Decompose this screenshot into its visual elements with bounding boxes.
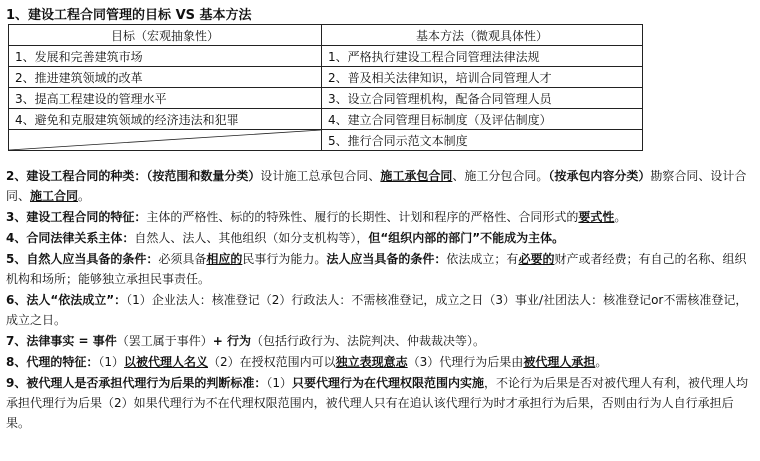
note-item — [6, 166, 750, 206]
note-text: 以被代理人名义 — [124, 355, 209, 369]
note-text: 。 — [614, 210, 627, 224]
table-row — [9, 109, 643, 130]
goal-cell: 4、避免和克服建筑领域的经济违法和犯罪 — [9, 109, 322, 130]
note-text: （包括行政行为、法院判决、仲裁裁决等）。 — [251, 334, 486, 348]
table-row — [9, 46, 643, 67]
goal-cell: 2、推进建筑领域的改革 — [9, 67, 322, 88]
section-heading: 1、建设工程合同管理的目标 VS 基本方法 — [6, 8, 252, 23]
note-text: 民事行为能力。 — [242, 252, 327, 266]
note-text: 。 — [78, 189, 91, 203]
method-cell: 5、推行合同示范文本制度 — [322, 130, 643, 151]
note-text: 、施工分包合同。 — [452, 169, 549, 183]
table-header-goals: 目标（宏观抽象性） — [9, 25, 322, 46]
note-text: 要式性 — [578, 210, 615, 224]
note-item — [6, 373, 750, 433]
table-row — [9, 67, 643, 88]
note-text: 自然人、法人、其他组织（如分支机构等）， — [134, 231, 369, 245]
note-item — [6, 228, 750, 248]
note-text: 5、自然人应当具备的条件： — [6, 252, 159, 266]
note-text: （2）在授权范围内可以 — [208, 355, 336, 369]
diagonal-line — [9, 130, 321, 150]
method-cell: 1、严格执行建设工程合同管理法律法规 — [322, 46, 643, 67]
note-text: 施工合同 — [30, 189, 79, 203]
note-text: 必要的 — [518, 252, 555, 266]
note-text: ，不论行为后果是否对被代理人有利，被代理人均承担代理行为后果（2）如果代理行为不在代理权限范围内，被代理人只有在追认该代理行为时才承担行为后果，否则由行为人自行承担后果。 — [6, 376, 749, 430]
note-text: 2、建设工程合同的种类：（按范围和数量分类） — [6, 169, 261, 183]
note-text: 被代理人承担 — [523, 355, 596, 369]
note-item — [6, 331, 750, 351]
note-text: 依法成立；有 — [446, 252, 519, 266]
goal-cell: 1、发展和完善建筑市场 — [9, 46, 322, 67]
table-header-methods: 基本方法（微观具体性） — [322, 25, 643, 46]
note-text: 设计施工总承包合同、 — [260, 169, 381, 183]
note-text: 法人应当具备的条件： — [326, 252, 447, 266]
goal-cell: 3、提高工程建设的管理水平 — [9, 88, 322, 109]
note-item — [6, 352, 750, 372]
method-cell: 3、设立合同管理机构，配备合同管理人员 — [322, 88, 643, 109]
note-text: 8、代理的特征： — [6, 355, 99, 369]
note-item — [6, 249, 750, 289]
note-text: （按承包内容分类） — [548, 169, 651, 183]
note-text: 6、法人“依法成立”： — [6, 293, 127, 307]
note-text: 勘察合同、设计合同、 — [6, 169, 747, 203]
empty-diagonal-cell — [9, 130, 322, 151]
note-text: （1）企业法人：核准登记（2）行政法人：不需核准登记，成立之日（3）事业/社团法人：核准登记or不需核准登记，成立之日。 — [6, 293, 748, 327]
note-text: 7、法律事实 = 事件 — [6, 334, 117, 348]
note-text: 但“组织内部的部门”不能成为主体。 — [368, 231, 565, 245]
note-text: （罢工属于事件） — [116, 334, 213, 348]
table-row — [9, 88, 643, 109]
note-text: 9、被代理人是否承担代理行为后果的判断标准： — [6, 376, 267, 390]
method-cell: 2、普及相关法律知识，培训合同管理人才 — [322, 67, 643, 88]
note-text: （1） — [98, 355, 124, 369]
table-row — [9, 130, 643, 151]
note-text: + 行为 — [212, 334, 252, 348]
goals-vs-methods-table — [8, 24, 643, 151]
note-item — [6, 207, 750, 227]
note-text: 必须具备 — [158, 252, 207, 266]
note-text: 财产或者经费；有自己的名称、组织机构和场所；能够独立承担民事责任。 — [6, 252, 747, 286]
note-text: （3）代理行为后果由 — [407, 355, 524, 369]
note-text: 3、建设工程合同的特征： — [6, 210, 147, 224]
note-text: 相应的 — [206, 252, 243, 266]
note-text: 主体的严格性、标的的特殊性、履行的长期性、计划和程序的严格性、合同形式的 — [146, 210, 579, 224]
note-text: （1） — [266, 376, 292, 390]
note-item — [6, 290, 750, 330]
notes-list — [6, 166, 750, 434]
table-header-row — [9, 25, 643, 46]
note-text: 独立表现意志 — [335, 355, 408, 369]
note-text: 施工承包合同 — [380, 169, 453, 183]
method-cell: 4、建立合同管理目标制度（及评估制度） — [322, 109, 643, 130]
note-text: 。 — [595, 355, 608, 369]
note-text: 4、合同法律关系主体： — [6, 231, 135, 245]
note-text: 只要代理行为在代理权限范围内实施 — [292, 376, 485, 390]
